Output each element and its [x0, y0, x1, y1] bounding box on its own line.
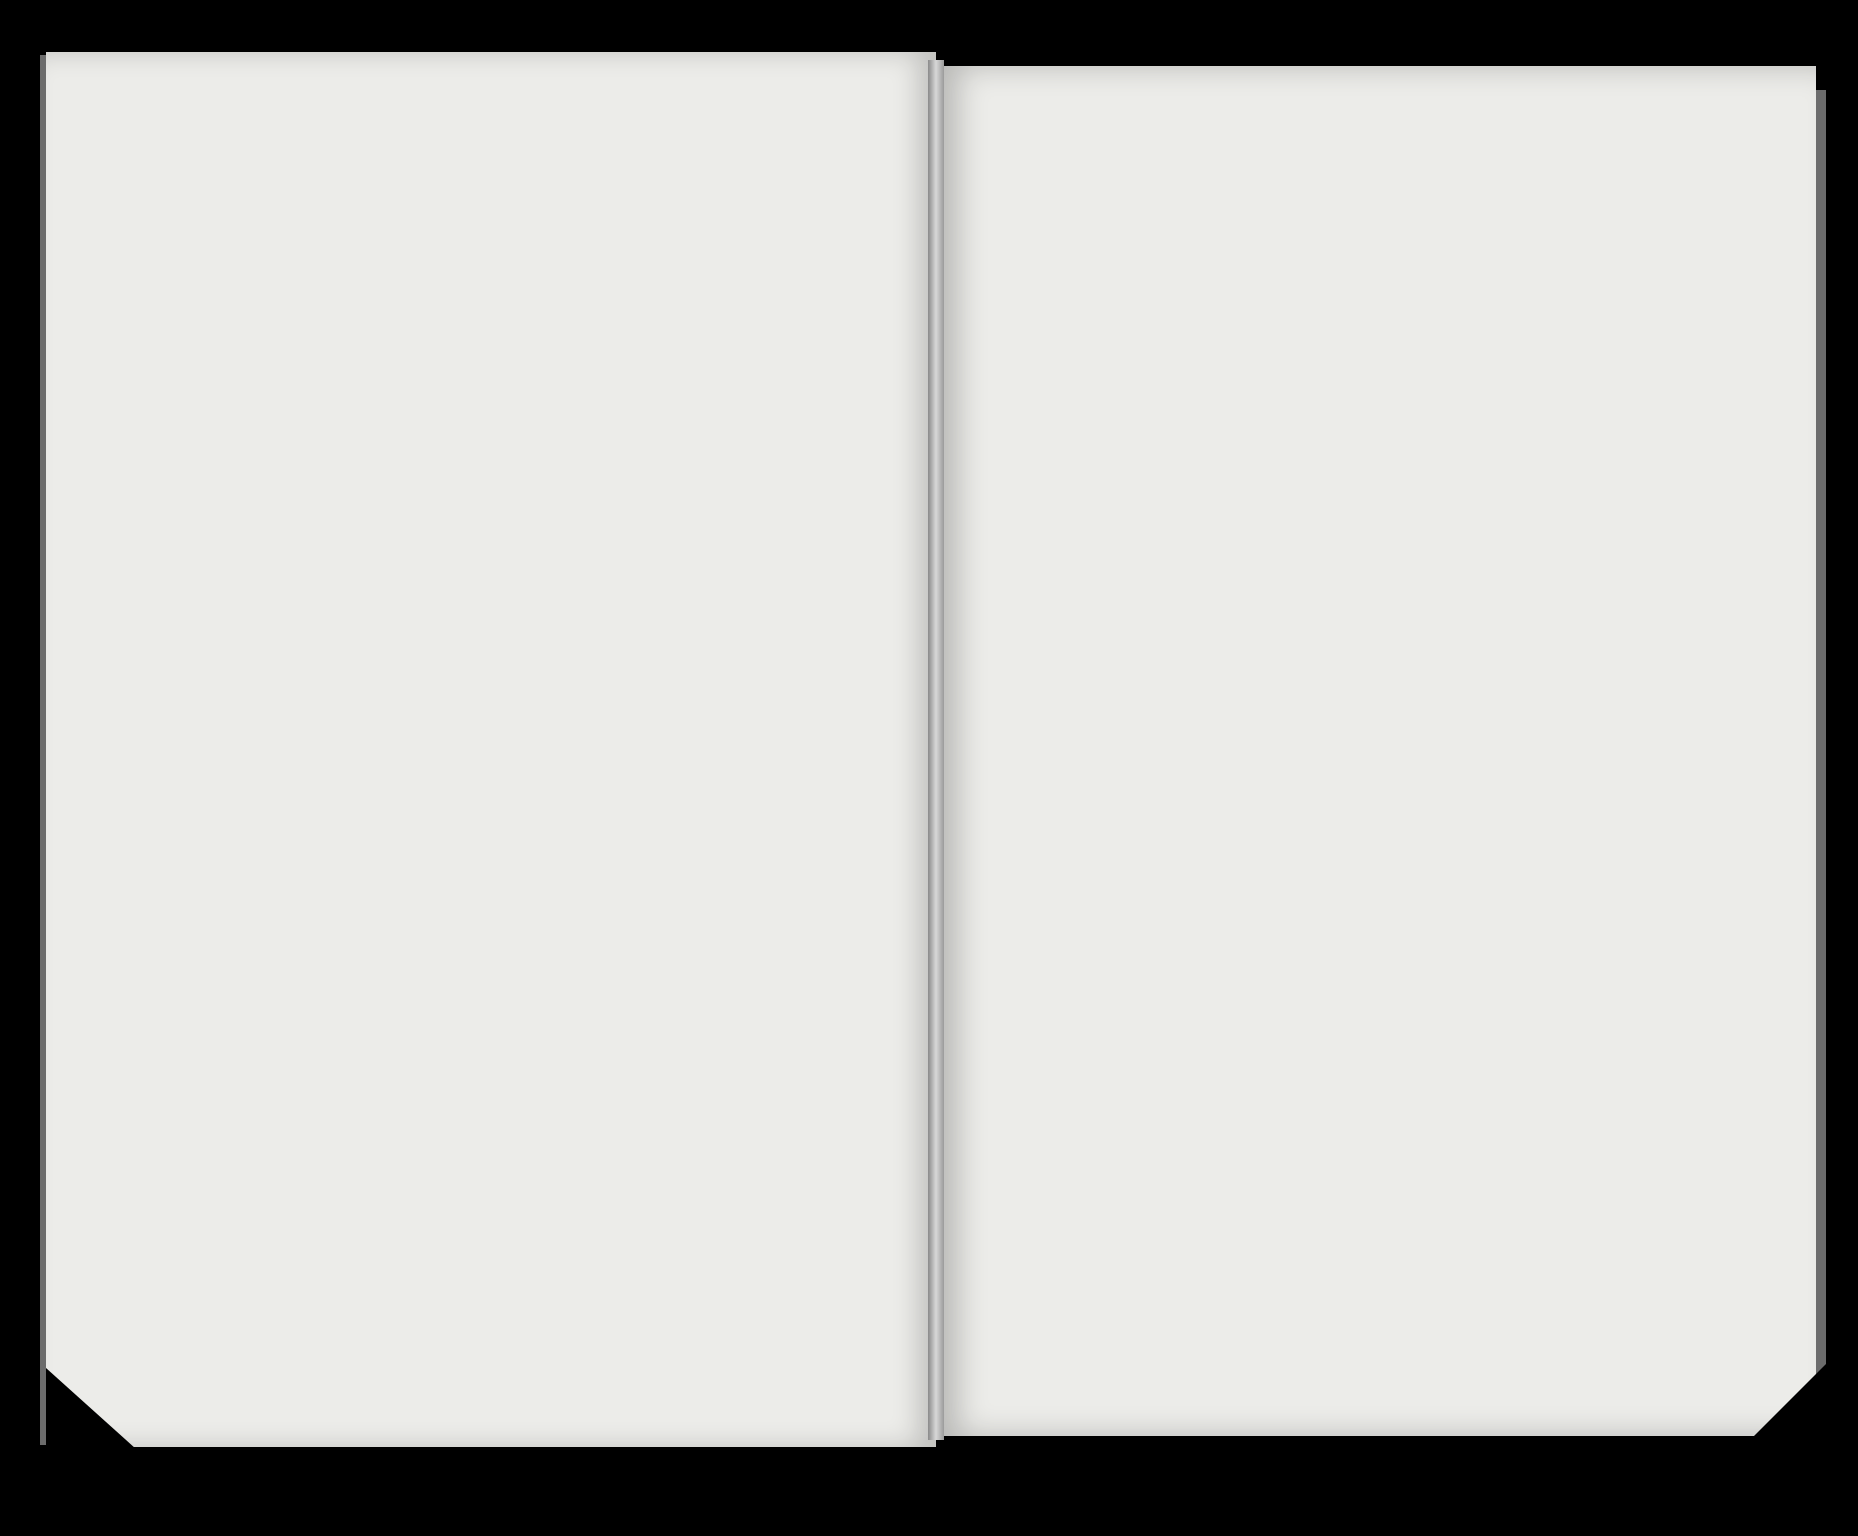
right-page [936, 66, 1816, 1436]
left-page-edge [40, 55, 46, 1445]
page-corner-right [1740, 1360, 1830, 1450]
right-page-edge [1816, 90, 1826, 1420]
page-corner-left [46, 1368, 146, 1458]
left-page [46, 52, 936, 1447]
book-spine [928, 60, 944, 1440]
